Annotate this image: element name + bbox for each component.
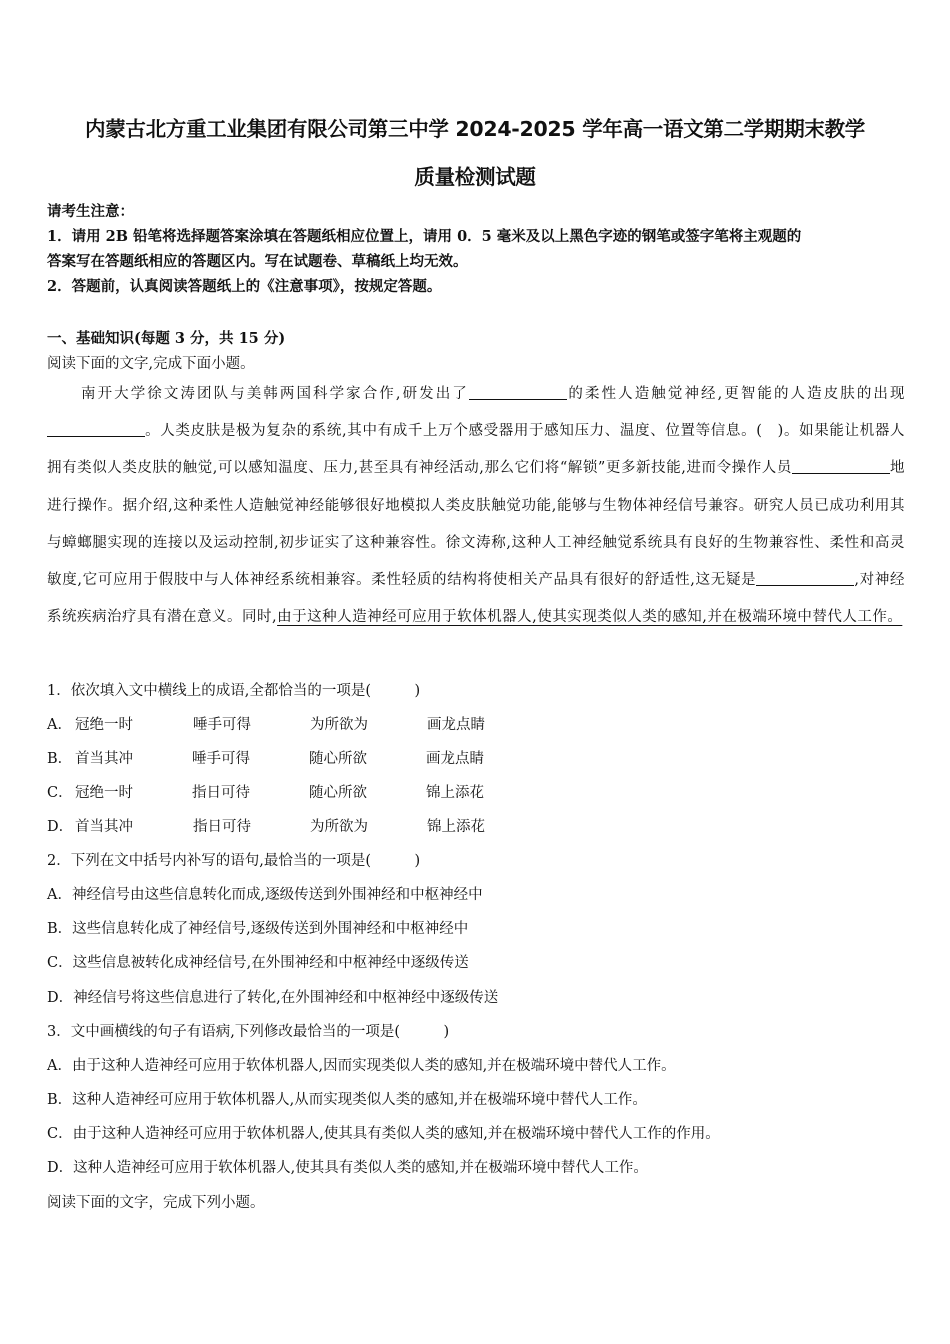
option-word: 画龙点睛	[426, 751, 484, 767]
option-word: 指日可待	[192, 785, 250, 801]
question-3-stem: 3．文中画横线的句子有语病,下列修改最恰当的一项是( )	[47, 1024, 450, 1040]
option-letter: C．	[47, 785, 73, 801]
option-word: 首当其冲	[75, 751, 133, 767]
blank-2	[47, 422, 145, 438]
option-letter: D．	[47, 819, 74, 835]
passage-text-5: ,对神经系统疾病治疗具有潜在意义。同时,	[47, 572, 906, 626]
question-2-option-d: D．神经信号将这些信息进行了转化,在外围神经和中枢神经中逐级传送	[47, 990, 499, 1006]
question-3-option-a: A．由于这种人造神经可应用于软体机器人,因而实现类似人类的感知,并在极端环境中替代人工作。	[47, 1058, 676, 1074]
option-word: 指日可待	[193, 819, 251, 835]
option-word: 唾手可得	[192, 751, 250, 767]
option-word: 随心所欲	[309, 751, 367, 767]
option-word: 唾手可得	[193, 717, 251, 733]
question-3-option-b: B．这种人造神经可应用于软体机器人,从而实现类似人类的感知,并在极端环境中替代人工作。	[47, 1092, 647, 1108]
question-2-stem: 2．下列在文中括号内补写的语句,最恰当的一项是( )	[47, 853, 421, 869]
option-word: 为所欲为	[310, 819, 368, 835]
passage-text-2: 的柔性人造触觉神经,更智能的人造皮肤的出现	[566, 386, 905, 402]
question-3-option-d: D．这种人造神经可应用于软体机器人,使其具有类似人类的感知,并在极端环境中替代人工作。	[47, 1160, 648, 1176]
notice-heading: 请考生注意：	[47, 203, 134, 220]
option-word: 冠绝一时	[75, 717, 133, 733]
blank-1	[469, 385, 567, 401]
option-word: 锦上添花	[426, 785, 484, 801]
section-intro: 阅读下面的文字,完成下面小题。	[47, 356, 255, 372]
underlined-sentence: 由于这种人造神经可应用于软体机器人,使其实现类似人类的感知,并在极端环境中替代人工作。	[277, 609, 903, 626]
notice-item-2: 2．答题前，认真阅读答题纸上的《注意事项》，按规定答题。	[47, 278, 442, 295]
reading-passage	[47, 376, 905, 636]
option-word: 随心所欲	[309, 785, 367, 801]
passage-text-1: 南开大学徐文涛团队与美韩两国科学家合作,研发出了	[81, 386, 469, 402]
question-3-option-c: C．由于这种人造神经可应用于软体机器人,使其具有类似人类的感知,并在极端环境中替代人工作的作用。	[47, 1126, 720, 1142]
section-2-intro: 阅读下面的文字，完成下列小题。	[47, 1195, 265, 1211]
option-word: 锦上添花	[427, 819, 485, 835]
section-heading: 一、基础知识(每题 3 分，共 15 分)	[47, 330, 286, 347]
option-word: 冠绝一时	[75, 785, 133, 801]
option-word: 首当其冲	[75, 819, 133, 835]
question-1-stem: 1．依次填入文中横线上的成语,全都恰当的一项是( )	[47, 683, 421, 699]
option-letter: A．	[47, 717, 72, 733]
question-2-option-c: C．这些信息被转化成神经信号,在外围神经和中枢神经中逐级传送	[47, 955, 469, 971]
option-word: 为所欲为	[310, 717, 368, 733]
option-letter: B．	[47, 751, 73, 767]
question-2-option-b: B．这些信息转化成了神经信号,逐级传送到外围神经和中枢神经中	[47, 921, 469, 937]
question-2-option-a: A．神经信号由这些信息转化而成,逐级传送到外围神经和中枢神经中	[47, 887, 483, 903]
passage-text-3: 。人类皮肤是极为复杂的系统,其中有成千上万个感受器用于感知压力、温度、位置等信息。( )。如果能让机器人拥有类似人类皮肤的触觉,可以感知温度、压力,甚至具有神经活动,那么它们将“解锁”更多新技能,进而令操作人员	[47, 423, 905, 477]
blank-3	[792, 459, 890, 475]
option-word: 画龙点睛	[427, 717, 485, 733]
blank-4	[756, 571, 854, 587]
notice-item-1a: 1．请用 2B 铅笔将选择题答案涂填在答题纸相应位置上，请用 0．5 毫米及以上黑色字迹的钢笔或签字笔将主观题的	[47, 228, 802, 245]
page-title-line2: 质量检测试题	[414, 165, 536, 189]
passage-text-4: 地进行操作。据介绍,这种柔性人造触觉神经能够很好地模拟人类皮肤触觉功能,能够与生物体神经信号兼容。研究人员已成功利用其与蟑螂腿实现的连接以及运动控制,初步证实了这种兼容性。徐文涛称,这种人工神经触觉系统具有良好的生物兼容性、柔性和高灵敏度,它可应用于假肢中与人体神经系统相兼容。柔性轻质的结构将使相关产品具有很好的舒适性,这无疑是	[47, 460, 906, 589]
notice-item-1b: 答案写在答题纸相应的答题区内。写在试题卷、草稿纸上均无效。	[47, 253, 468, 270]
page-title: 内蒙古北方重工业集团有限公司第三中学 2024-2025 学年高一语文第二学期期末教学	[85, 117, 865, 141]
